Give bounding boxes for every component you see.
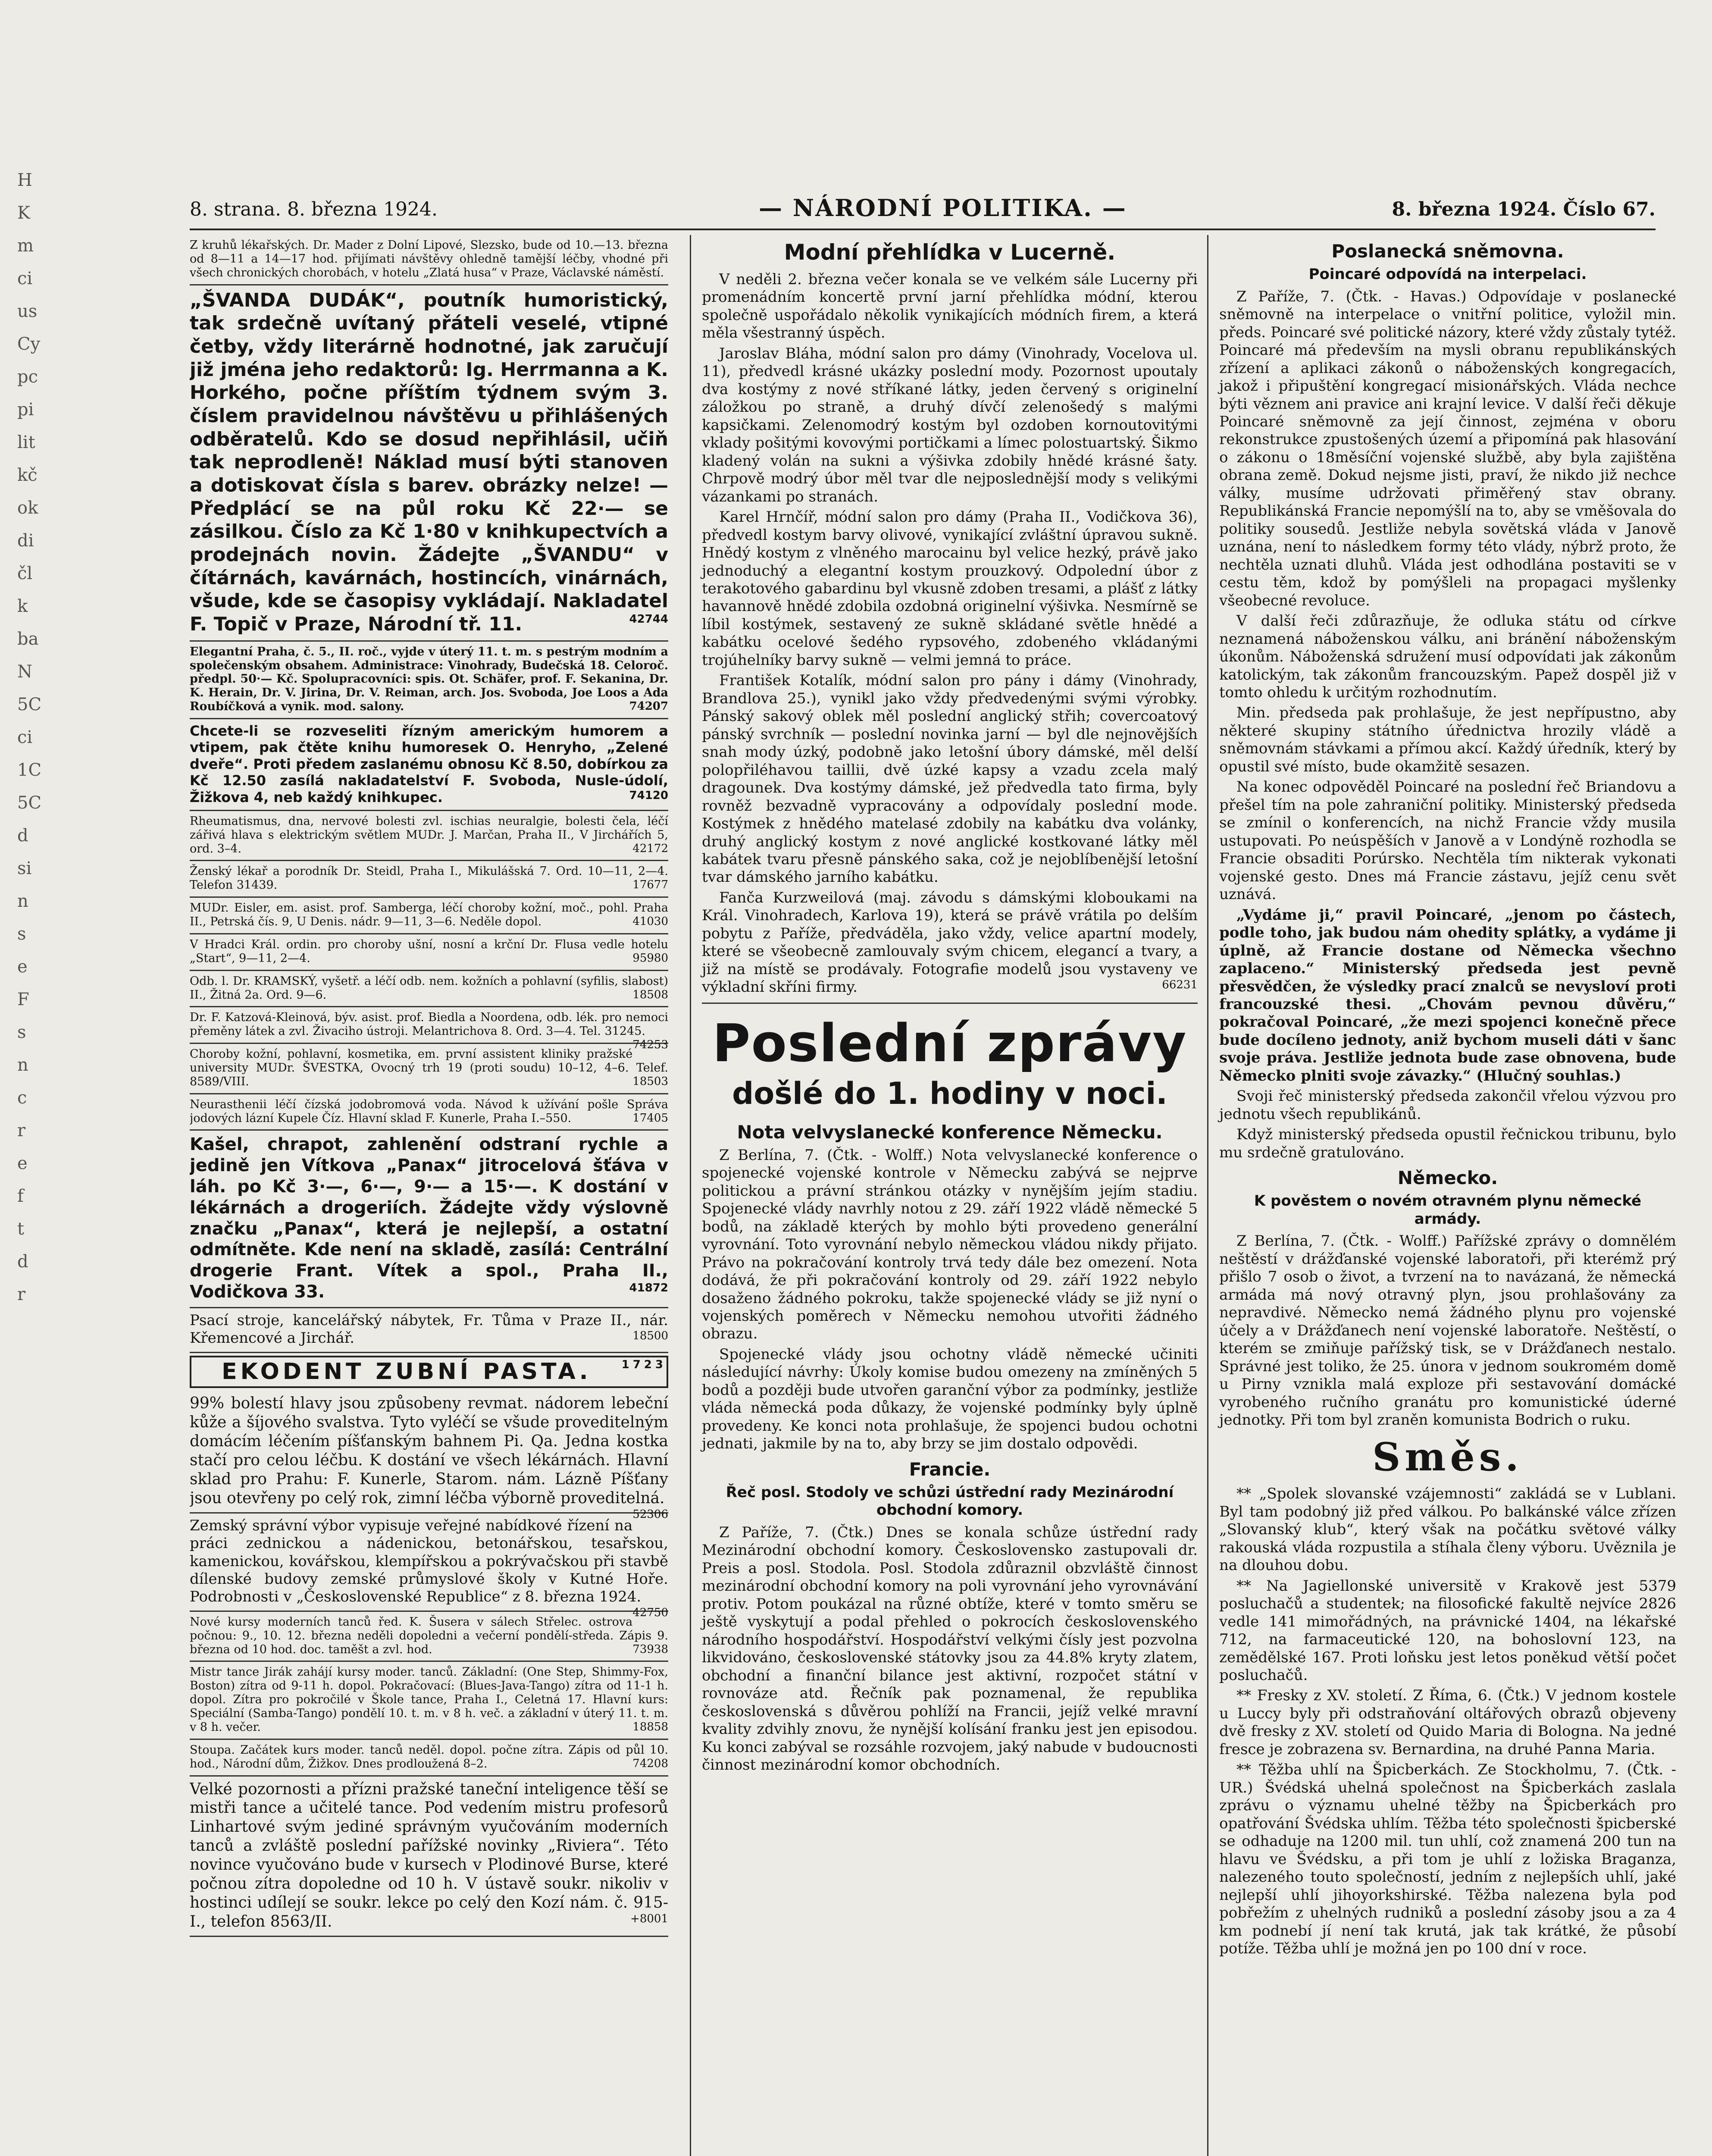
paragraph: Svoji řeč ministerský předseda zakončil vřelou výzvou pro jednotu všech republikánů. [1219, 1087, 1676, 1123]
edge-letter: kč [17, 465, 38, 485]
paragraph: Z Berlína, 7. (Čtk. - Wolff.) Pařížské zprávy o domnělém neštěstí v drážďanské vojenské laboratoři, při kterémž prý přišlo 7 osob o život, a tvrzení na to navázaná, že německá armáda má nový otravný plyn, jsou prohlašovány za nepravdivé. Německo nemá žádného plynu pro vojenské účely a v Drážďanech není vojenské laboratoře. Neštěstí, o kterém se zmiňuje pařížský tisk, se v Drážďanech nestalo. Správné jest toliko, že 25. února v jednom soukromém domě u Pirny vznikla malá exploze při sestavování domácké vyrobeného ručního granátu pro komunistické úderné jednotky. Při tom byl zraněn komunista Bodrich o ruku. [1219, 1232, 1676, 1429]
edge-letter: ci [17, 727, 33, 747]
edge-letter: pc [17, 367, 38, 387]
ad-choroby: Choroby kožní, pohlavní, kosmetika, em. první assistent kliniky pražské university MUDr. ŠVESTKA, Ovocný trh 19 (proti soudu) 10–12, 4–6. Telef. 8589/VIII. 18503 [190, 1044, 668, 1094]
divider [702, 1003, 1198, 1004]
edge-letter: ba [17, 629, 39, 649]
ad-kursy-tancu: Nové kursy moderních tanců řed. K. Šusera v sálech Střelec. ostrova počnou: 9., 10. 12. března neděli dopoledni a večerní pondělí-středa. Zápis 9. března od 10 hod. doc. taměšt a zvl. hod. 73938 [190, 1612, 668, 1662]
edge-letter: n [17, 891, 28, 911]
ad-panax: Kašel, chrapot, zahlenění odstraní rychle a jedině jen Vítkova „Panax“ jitrocelová šťáva v láh. po Kč 3·—, 6·—, 9·— a 15·—. K dostání v lékárnách a drogeriích. Žádejte vždy výslovně značku „Panax“, která je nejlepší, a ostatní odmítněte. Kde není na skladě, zasílá: Centrální drogerie Frant. Vítek a spol., Praha II., Vodičkova 33. 41872 [190, 1131, 668, 1308]
paragraph: „Vydáme ji,“ pravil Poincaré, „jenom po částech, podle toho, jak budou nám ohedity splátky, a vydáme ji úplně, až Francie dostane od Německa všechno zaplaceno.“ Ministerský předseda jest pevně přesvědčen, že výsledky prací znalců se nevysloví proti francouzské thesi. „Chovám pevnou důvěru,“ pokračoval Poincaré, „že mezi spojenci konečně přece bude docíleno jednoty, aniž bychom museli dáti v šanc svoje práva. Jestliže jednota bude zase obnovena, bude Německo plniti svoje závazky.“ (Hlučný souhlas.) [1219, 906, 1676, 1084]
paragraph: ** Těžba uhlí na Špicberkách. Ze Stockholmu, 7. (Čtk. - UR.) Švédská uhelná společnost na Špicberkách zaslala zprávu o významu uhelné těžby na Špicberkách pro opatřování Švédska uhlím. Těžba této společnosti špicberské se odhaduje na 1200 mil. tun uhlí, což znamená 200 tun na hlavu ve Švédsku, a při tom je uhlí z ložiska Braganza, nalezeného touto společností, jedním z nejlepších uhlí, jaké nejlepší uhlí jihoyorkshirské. Těžba nalezena byla pod pobřežím z uhelných rudniků a poslední zásoby jsou a za 4 km podnebí jí není tak krutá, jak tak krátké, že působí potíže. Těžba uhlí je možná jen po 100 dní v roce. [1219, 1761, 1676, 1958]
heading-francie: Francie. [909, 1458, 991, 1480]
ad-stoupa: Stoupa. Začátek kurs moder. tanců neděl. dopol. počne zítra. Zápis od půl 10. hod., Národní dům, Žižkov. Dnes prodloužená 8–2. 74208 [190, 1740, 668, 1777]
edge-letter: F [17, 990, 29, 1009]
ad-neurasthenii: Neurasthenii léčí čízská jodobromová voda. Návod k užívání pošle Správa jodových lázní Kupele Číz. Hlavní sklad F. Kunerle, Praha I.–550. 17405 [190, 1094, 668, 1131]
edge-letter: 5C [17, 793, 42, 813]
ad-ekodent-banner: EKODENT ZUBNÍ PASTA. 1723 [190, 1356, 668, 1388]
edge-letter: r [17, 1285, 26, 1304]
ad-katzova: Dr. F. Katzová-Kleinová, býv. asist. prof. Biedla a Noordena, odb. lék. pro nemoci přeměny látek a zvl. Živaciho ústroji. Melantrichova 8. Ord. 3—4. Tel. 31245. 74253 [190, 1007, 668, 1044]
edge-letter: K [17, 203, 30, 223]
heading-nota: Nota velvyslanecké konference Německu. [737, 1121, 1163, 1143]
paragraph: Min. předseda pak prohlašuje, že jest nepřípustno, aby některé skupiny státního úřednictva hrozily vládě a sněmovnám stávkami a přímou akcí. Každý úředník, který by opustil své místo, bude okamžitě sesazen. [1219, 704, 1676, 775]
edge-letter: H [17, 170, 32, 190]
edge-letter: us [17, 301, 38, 321]
column-ads [190, 235, 668, 2156]
paragraph: Spojenecké vlády jsou ochotny vládě německé učiniti následující návrhy: Úkoly komise budou omezeny na zmíněných 5 bodů a později bude utvořen garanční výbor za podmínky, jestliže vláda německá poda důkazy, že vojenské podmínky byly úplně provedeny. Ke konci nota prohlašuje, že spojenci budou ochotni jednati, jakmile by na to, aby brzy se jim dostalo odpovědi. [702, 1345, 1198, 1453]
ad-bolesti-hlavy: 99% bolestí hlavy jsou způsobeny revmat. nádorem lebeční kůže a šíjového svalstva. Tyto vyléčí se všude proveditelným domácím léčením píšťanským bahnem Pi. Qa. Jedna kostka stačí pro celou léčbu. K dostání ve všech lékárnách. Hlavní sklad pro Prahu: F. Kunerle, Starom. nám. Lázně Píšťany jsou otevřeny po celý rok, zimní léčba výborně proveditelná. 52306 [190, 1391, 668, 1513]
paragraph: Z Paříže, 7. (Čtk.) Dnes se konala schůze ústřední rady Mezinárodní obchodní komory. Československo zastupovali dr. Preis a posl. Stodola. Posl. Stodola zdůraznil obzvláště činnost mezinárodní obchodní komory na poli vyrovnání jeho vyrovnávání protiv. Potom poukázal na různé obtíže, které v tomto směru se ještě vyskytují a podal přehled o pokrocích československého národního hospodářství. Hospodářství velkými čísly jest pozvolna likvidováno, československé státovky jsou za 44.8% kryty zlatem, obchodní a finanční bilance jest aktivní, rozpočet státní v rovnováze atd. Řečník pak poznamenal, že republika československá s důvěrou pohlíží na Francii, jejíž velké mravní kvality zdvihly znovu, že nynější kolísání franku jest jen episodou. Ku konci zabýval se rozsáhle rozvojem, jaký nabude v budoucnosti činnost mezinárodní komor obchodních. [702, 1523, 1198, 1774]
left-edge-fragment [17, 164, 42, 2156]
paragraph: Karel Hrnčíř, módní salon pro dámy (Praha II., Vodičkova 36), předvedl kostym barvy olivové, vynikající zvláštní úpravou sukně. Hnědý kostym z vlněného marocainu byl velice hezký, právě jako jednoduchý a elegantní kostym prouzkový. Odpolední úbor z terakotového gabardinu byl vkusně zdoben tresami, a plášť z látky havannově hnědé zdobila ozdobná originelní výšivka. Nesmírně se líbil kostýmek, sestavený ze sukně skládané světle hnědé a kabátku ocelové šedého rypsového, zdobeného vkládanými trojúhelníky barvy sukně — velmi jemná to práce. [702, 508, 1198, 669]
edge-letter: m [17, 236, 34, 256]
edge-letter: 1C [17, 760, 42, 780]
edge-letter: c [17, 1088, 27, 1108]
paragraph: ** Na Jagiellonské universitě v Krakově jest 5379 posluchačů a studentek; na filosofické fakultě nejvíce 2826 vedle 141 mimořádných, na právnické 1404, na lékařské 712, na farmaceutické 120, na bohoslovní 123, na zemědělské 167. Proti loňsku jest letos poněkud větší počet posluchačů. [1219, 1577, 1676, 1684]
ad-rheumatismus: Rheumatismus, dna, nervové bolesti zvl. ischias neuralgie, bolesti čela, léčí zářivá hlava s elektrickým světlem MUDr. J. Marčan, Praha II., V Jirchářích 5, ord. 3–4. 42172 [190, 811, 668, 862]
edge-letter: s [17, 924, 26, 944]
edge-letter: ok [17, 498, 38, 518]
ad-eisler: MUDr. Eisler, em. asist. prof. Samberga, léčí choroby kožní, moč., pohl. Praha II., Petrská čís. 9, U Denis. nádr. 9—11, 3—6. Neděle dopol. 41030 [190, 898, 668, 934]
paragraph: ** Fresky z XV. století. Z Říma, 6. (Čtk.) V jednom kostele u Luccy byly při odstraňování oltářových obrazů objeveny dvě fresky z XV. století od Quido Maria di Bologna. Na jedné fresce je zobrazena sv. Bernardina, na druhé Panna Maria. [1219, 1687, 1676, 1758]
ad-zemsky-vybor: Zemský správní výbor vypisuje veřejné nabídkové řízení na práci zednickou a nádenickou, betonářskou, tesařskou, kamenickou, kovářskou, klempířskou a pokrývačskou při stavbě dílenské budovy zemské průmyslové školy v Kutné Hoře. Podrobnosti v „Československé Republice“ z 8. března 1924. 42750 [190, 1514, 668, 1612]
edge-letter: 5C [17, 695, 42, 714]
ad-velke-pozornosti: Velké pozornosti a přízni pražské taneční inteligence těší se mistři tance a učitelé tance. Pod vedením mistru profesorů Linhartové svým jediné správným vyučováním moderních tanců a zvláště poslední pařížské novinky „Riviera“. Této novince vyučováno bude v kursech v Plodinové Burse, které počnou zítra dopoledne od 10 h. V ústavě soukr. nikoliv v hostinci udílejí se soukr. lekce po celý den Kozí nám. č. 915-I., telefon 8563/II. +8001 [190, 1777, 668, 1937]
edge-letter: si [17, 859, 32, 878]
ad-henry: Chcete-li se rozveseliti řízným americkým humorem a vtipem, pak čtěte knihu humoresek O. Henryho, „Zelené dveře“. Proti předem zaslanému obnosu Kč 8.50, dobírkou za Kč 12.50 zasílá nakladatelství F. Svoboda, Nusle-údolí, Žižkova 4, neb každý knihkupec. 74120 [190, 719, 668, 811]
edge-letter: Cy [17, 334, 41, 354]
edge-letter: čl [17, 564, 33, 583]
edge-letter: lit [17, 432, 35, 452]
paragraph: ** „Spolek slovanské vzájemnosti“ zakládá se v Lublani. Byl tam podobný již před válkou. Po balkánské válce zřízen „Slovanský klub“, který však na počátku světové války rakouská vláda rozpustila a stíhala členy výboru. Uvěznila je na dlouhou dobu. [1219, 1485, 1676, 1574]
ad-hradec: V Hradci Král. ordin. pro choroby ušní, nosní a krční Dr. Flusa vedle hotelu „Start“, 9—11, 2—4. 95980 [190, 934, 668, 971]
edge-letter: di [17, 531, 34, 551]
paragraph: František Kotalík, módní salon pro pány i dámy (Vinohrady, Brandlova 25.), vynikl jako vždy předvedenými svými výrobky. Pánský sakový oblek měl poslední anglický střih; covercoatový pánský svrchník — poslední novinka jarní — byl dle nejnovějších snah mody úzký, podobně jako letošní úbory dámské, měl delší polopřiléhavou taillii, dvě úzké kapsy a vzadu zcela malý dragounek. Dva kostýmy dámské, jež předvedla tato firma, byly rovněž bezvadně vypracovány a odpovídaly poslední mode. Kostýmek z hnědého matelasé zdobily na kabátku dva volánky, druhý anglický kostym z nové anglické kostkované látky měl kabátek tvaru přesně pánského saka, což je nejoblíbenější letošní tvar dámského jarního kabátku. [702, 672, 1198, 886]
edge-letter: d [17, 826, 28, 846]
edge-letter: s [17, 1022, 26, 1042]
ad-mistr-tance: Mistr tance Jirák zahájí kursy moder. tanců. Základní: (One Step, Shimmy-Fox, Boston) zítra od 9-11 h. dopol. Pokračovací: (Blues-Java-Tango) zítra od 11-1 h. dopol. Zítra pro pokročilé v Škole tance, Praha I., Celetná 17. Hlavní kurs: Speciální (Samba-Tango) pondělí 10. t. m. v 8 h. več. a základní v úterý 11. t. m. v 8 h. večer. 18858 [190, 1662, 668, 1739]
ad-psaci-stroje: Psací stroje, kancelářský nábytek, Fr. Tůma v Praze II., nár. Křemencové a Jirchář. 18500 [190, 1308, 668, 1353]
edge-letter: N [17, 662, 32, 682]
header-left: 8. strana. 8. března 1924. [190, 198, 438, 220]
edge-letter: r [17, 1121, 26, 1141]
heading-smes: Směs. [1372, 1434, 1523, 1480]
paragraph: Fanča Kurzweilová (maj. závodu s dámskými kloboukami na Král. Vinohradech, Karlova 19), která se právě vrátila po delším pobytu z Paříže, předváděla, jako vždy, velice apartní modely, které se všeobecně zamlouvaly svým chicem, elegancí a tvary, a již na místě se prodávaly. Fotografie modelů jsou vystaveny ve výkladní skříni firmy. 66231 [702, 889, 1198, 996]
edge-letter: t [17, 1219, 25, 1239]
masthead: — NÁRODNÍ POLITIKA. — [759, 194, 1127, 222]
edge-letter: f [17, 1186, 24, 1206]
header-right: 8. března 1924. Číslo 67. [1392, 198, 1656, 220]
edge-letter: k [17, 596, 28, 616]
column-middle [690, 235, 1198, 2156]
heading-poslanecka-snemovna: Poslanecká sněmovna. [1331, 241, 1564, 262]
paragraph: V neděli 2. března večer konala se ve velkém sále Lucerny při promenádním koncertě první jarní přehlídka módní, kterou společně uspořádalo několik vynikajících módních firem, a která měla všestranný úspěch. [702, 271, 1198, 342]
ad-zensky-lekar: Ženský lékař a porodník Dr. Steidl, Praha I., Mikulášská 7. Ord. 10—11, 2—4. Telefon 31439. 17677 [190, 861, 668, 898]
ad-elegantni-praha: Elegantní Praha, č. 5., II. roč., vyjde v úterý 11. t. m. s pestrým modním a společenským obsahem. Administrace: Vinohrady, Budečská 18. Celoroč. předpl. 50·— Kč. Spolupracovníci: spis. Ot. Schäfer, prof. F. Sekanina, Dr. K. Herain, Dr. V. Jirina, Dr. V. Reiman, arch. Jos. Svoboda, Joe Loos a Ada Roubíčková a vynik. mod. salony. 74207 [190, 642, 668, 719]
paragraph: Z Paříže, 7. (Čtk. - Havas.) Odpovídaje v poslanecké sněmovně na interpelace o vnitřní politice, vyložil min. předs. Poincaré své politické názory, které vždy zůstaly tytéž. Poincaré má především na mysli obranu republikánských zřízení a aplikaci zákonů o náboženských kongregacích, jakož i připuštění kongregací misionářských. Vláda nechce býti věznem ani pravice ani krajní levice. V další řeči děkuje Poincaré sněmovně za její činnost, zejména v oboru rekonstrukce zpustošených území a připomíná pak hlasování o zákonu o 18měsíční vojenské službě, aby byla zajištěna obrana země. Dokud nejsme jisti, praví, že nikdo již nechce války, musíme udržovati přiměřený stav obrany. Republikánská Francie nepomýšlí na to, aby se vměšovala do politiky sousedů. Jestliže nebyla sovětská vláda v Janově uznána, není to následkem formy této vlády, nýbrž proto, že nechtěla uznati dluhů. Vláda jest odhodlána postaviti se v cestu těm, kdož by pomýšleli na propagaci myšlenky všeobecné revoluce. [1219, 288, 1676, 609]
paragraph: V další řeči zdůrazňuje, že odluka státu od církve neznamená náboženskou válku, ani bránění náboženským úkonům. Náboženská sdružení musí odpovídati jak zákonům katolickým, tak zákonům francouzským. Papež dospěl již v tomto ohledu k určitým rozhodnutím. [1219, 612, 1676, 702]
edge-letter: e [17, 1153, 28, 1173]
ad-kramsky: Odb. l. Dr. KRAMSKÝ, vyšetř. a léčí odb. nem. kožních a pohlavní (syfilis, slabost) II., Žitná 2a. Ord. 9—6. 18508 [190, 971, 668, 1008]
newspaper-page [17, 0, 1699, 2156]
heading-nemecko: Německo. [1397, 1167, 1498, 1189]
edge-letter: d [17, 1252, 28, 1272]
subheading-nemecko: K pověstem o novém otravném plynu německé armády. [1254, 1192, 1642, 1228]
paragraph: Z Berlína, 7. (Čtk. - Wolff.) Nota velvyslanecké konference o spojenecké vojenské kontrole v Německu zabývá se nejprve politickou a právní stránkou otázky v nynějším jejím stadiu. Spojenecké vlády navrhly notou z 29. září 1922 vládě německé 5 bodů, na základě kterých by mohlo býti provedeno generální vyrovnání. Toto vyrovnání nebylo německou vládou nikdy přijato. Právo na pokračování kontroly trvá tedy dále bez omezení. Nota dodává, že při pokračování kontroly od 29. září 1922 nebylo dosaženo žádného pokroku, takže spojenecké vlády se již nyní o vojenských poměrech v Německu nemohou utvořiti žádného obrazu. [702, 1146, 1198, 1343]
heading-modni-prehlidka: Modní přehlídka v Lucerně. [784, 240, 1116, 265]
subheading-francie: Řeč posl. Stodoly ve schůzi ústřední rady Mezinárodní obchodní komory. [726, 1483, 1174, 1519]
subheading-posledni-zpravy: došlé do 1. hodiny v noci. [732, 1076, 1167, 1112]
column-right [1207, 235, 1676, 2156]
edge-letter: e [17, 957, 28, 977]
heading-posledni-zpravy: Poslední zprávy [712, 1013, 1187, 1074]
page-header [190, 190, 1656, 230]
ad-svanda-dudak: „ŠVANDA DUDÁK“, poutník humoristický, tak srdečně uvítaný přáteli veselé, vtipné četby, vždy literárně hodnotné, jak zaručují již jména jeho redaktorů: Ig. Herrmanna a K. Horkého, počne příštím týdnem svým 3. číslem pravidelnou návštěvu u přihlášených odběratelů. Kdo se dosud nepřihlásil, učiň tak neprodleně! Náklad musí býti stanoven a dotiskovat čísla s barev. obrázky nelze! — Předplácí se na půl roku Kč 22·— se zásilkou. Číslo za Kč 1·80 v knihkupectvích a prodejnách novin. Žádejte „ŠVANDU“ v čítárnách, kavárnách, hostincích, vinárnách, všude, kde se časopisy vykládají. Nakladatel F. Topič v Praze, Národní tř. 11. 42744 [190, 285, 668, 642]
paragraph: Jaroslav Bláha, módní salon pro dámy (Vinohrady, Vocelova ul. 11), předvedl krásné ukázky poslední mody. Pozornost upoutaly dva kostýmy z nové stříkané látky, jeden červený s originelní záložkou po straně, a druhý dívčí zelenošedý s malými kapsičkami. Zelenomodrý kostým byl ozdoben kornoutovitými vklady pošitými kovovými portičkami a límec polostuartský. Šikmo kladený volán na sukni a výšivka zdobily hnědé krásné šaty. Chrpově modrý úbor měl tvar dle nejposlednější mody s velikými vázankami po stranách. [702, 345, 1198, 505]
edge-letter: n [17, 1055, 28, 1075]
edge-letter: pi [17, 400, 34, 420]
ad-lekarskych: Z kruhů lékařských. Dr. Mader z Dolní Lipové, Slezsko, bude od 10.—13. března od 8—11 a 14—17 hod. přijímati návštěvy ohledně tamější léčby, vhodné při všech chronických chorobách, v hotelu „Zlatá husa“ v Praze, Václavské náměstí. [190, 235, 668, 285]
subheading-poincare: Poincaré odpovídá na interpelaci. [1308, 266, 1587, 283]
paragraph: Na konec odpověděl Poincaré na poslední řeč Briandovu a přešel tím na pole zahraniční politiky. Ministerský předseda se zmínil o konferencích, na nichž Francie vždy musila ustupovati. Po neúspěších v Janově a v Londýně rozhodla se Francie obsaditi Porúrsko. Nechtěla tím nikterak vykonati vojenské gesto. Dnes má Francie zástavu, jejíž cenu svět uznává. [1219, 778, 1676, 903]
paragraph: Když ministerský předseda opustil řečnickou tribunu, bylo mu srdečně gratulováno. [1219, 1126, 1676, 1161]
edge-letter: ci [17, 269, 33, 288]
